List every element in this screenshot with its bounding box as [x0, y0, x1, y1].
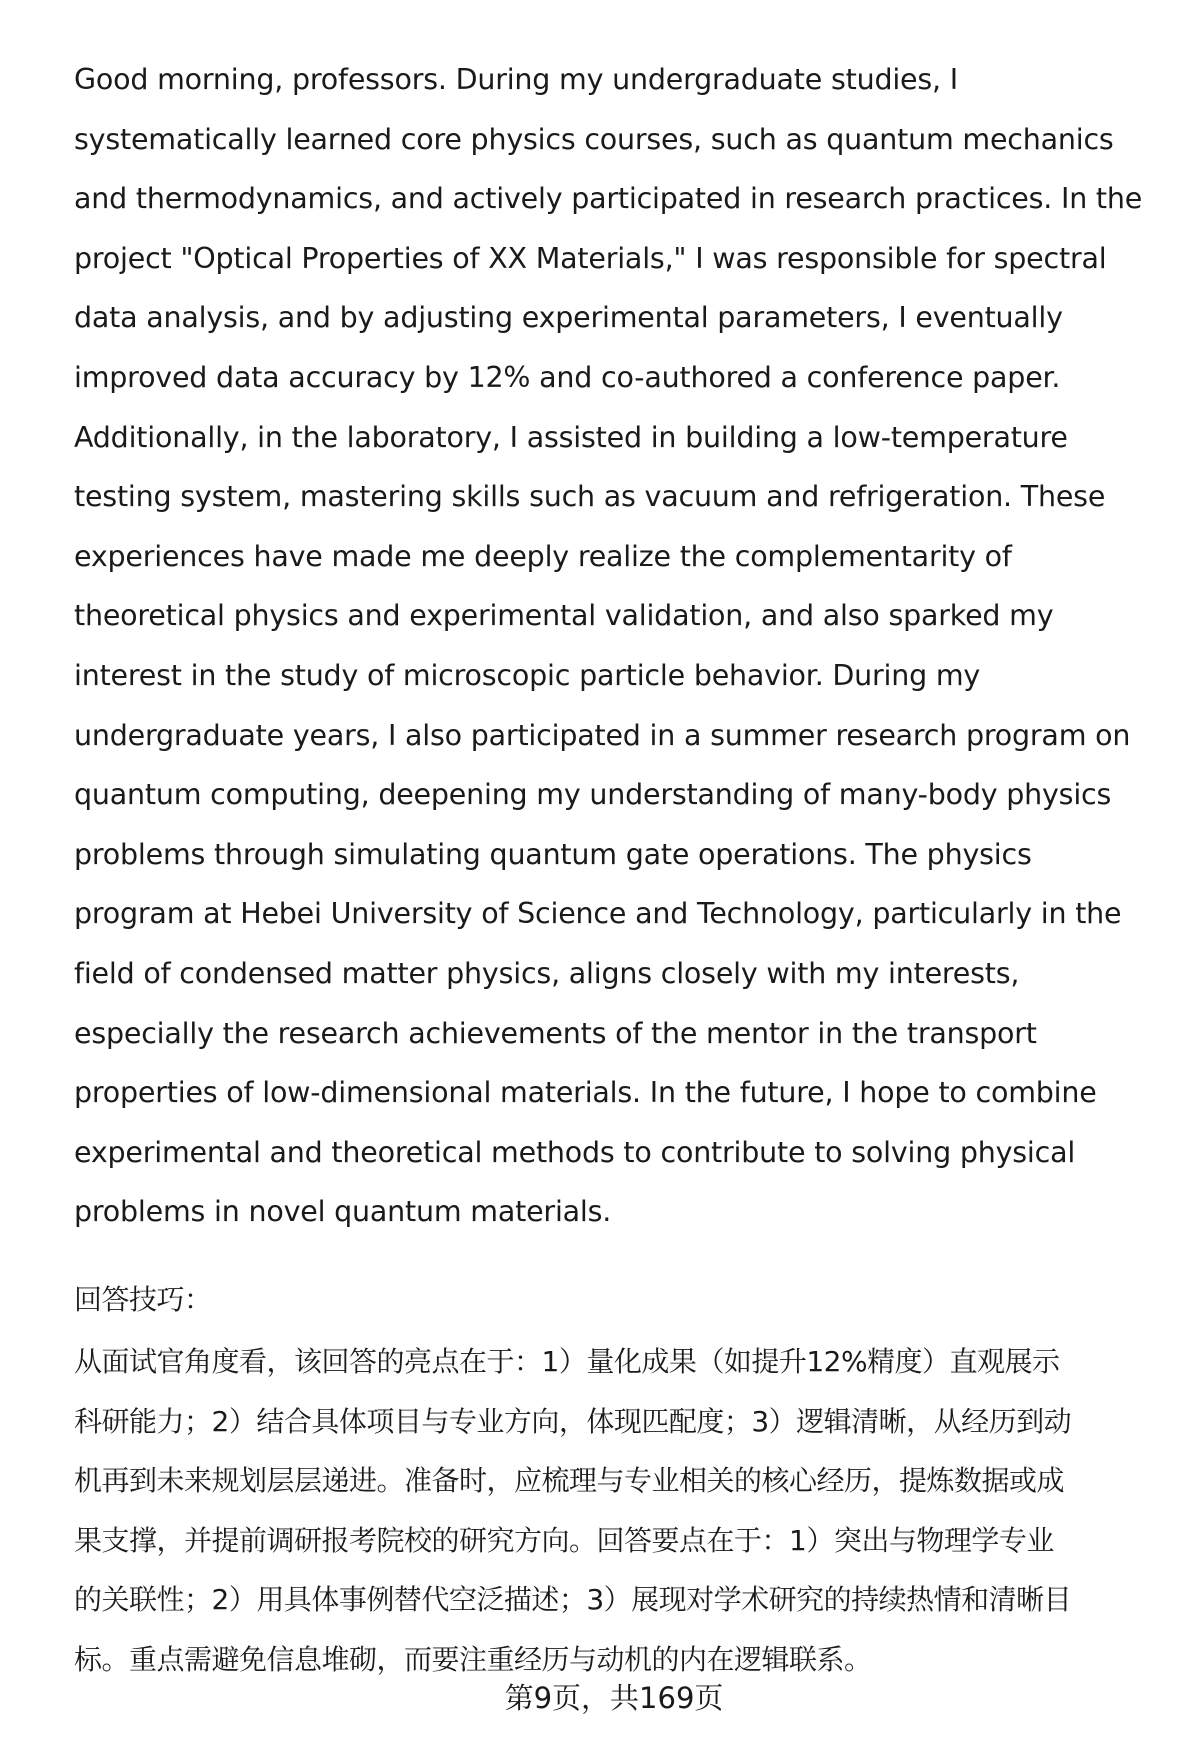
answer-line: especially the research achievements of the mentor in the transport	[74, 1016, 1037, 1050]
tips-line: 的关联性；2）用具体事例替代空泛描述；3）展现对学术研究的持续热情和清晰目	[74, 1583, 1072, 1616]
answer-line: Additionally, in the laboratory, I assisted in building a low-temperature	[74, 420, 1068, 454]
tips-heading: 回答技巧：	[74, 1283, 212, 1316]
answer-line: theoretical physics and experimental validation, and also sparked my	[74, 599, 1054, 633]
answer-line: properties of low-dimensional materials. In the future, I hope to combine	[74, 1076, 1097, 1110]
answer-line: systematically learned core physics courses, such as quantum mechanics	[74, 122, 1114, 156]
answer-line: program at Hebei University of Science and Technology, particularly in the	[74, 897, 1122, 931]
answer-line: undergraduate years, I also participated in a summer research program on	[74, 718, 1131, 752]
answer-line: field of condensed matter physics, aligns closely with my interests,	[74, 957, 1020, 990]
answer-line: improved data accuracy by 12% and co-authored a conference paper.	[74, 361, 1061, 394]
tips-line: 机再到未来规划层层递进。准备时，应梳理与专业相关的核心经历，提炼数据或成	[74, 1464, 1065, 1497]
tips-line: 从面试官角度看，该回答的亮点在于：1）量化成果（如提升12%精度）直观展示	[74, 1345, 1060, 1378]
answer-line: Good morning, professors. During my undergraduate studies, I	[74, 63, 958, 96]
answer-line: quantum computing, deepening my understanding of many-body physics	[74, 778, 1112, 812]
answer-line: experiences have made me deeply realize the complementarity of	[74, 539, 1012, 573]
answer-line: interest in the study of microscopic particle behavior. During my	[74, 659, 981, 692]
tips-line: 标。重点需避免信息堆砌，而要注重经历与动机的内在逻辑联系。	[74, 1642, 872, 1676]
tips-line: 果支撑，并提前调研报考院校的研究方向。回答要点在于：1）突出与物理学专业	[74, 1523, 1054, 1557]
answer-line: problems through simulating quantum gate operations. The physics	[74, 837, 1032, 871]
page-number: 第9页，共169页	[504, 1681, 724, 1715]
answer-line: problems in novel quantum materials.	[74, 1195, 612, 1229]
answer-line: testing system, mastering skills such as vacuum and refrigeration. These	[74, 480, 1106, 514]
answer-line: experimental and theoretical methods to contribute to solving physical	[74, 1135, 1076, 1169]
answer-line: data analysis, and by adjusting experimental parameters, I eventually	[74, 301, 1063, 335]
answer-line: project "Optical Properties of XX Materials," I was responsible for spectral	[74, 241, 1107, 275]
answer-line: and thermodynamics, and actively participated in research practices. In the	[74, 182, 1143, 216]
tips-line: 科研能力；2）结合具体项目与专业方向，体现匹配度；3）逻辑清晰，从经历到动	[74, 1404, 1072, 1438]
